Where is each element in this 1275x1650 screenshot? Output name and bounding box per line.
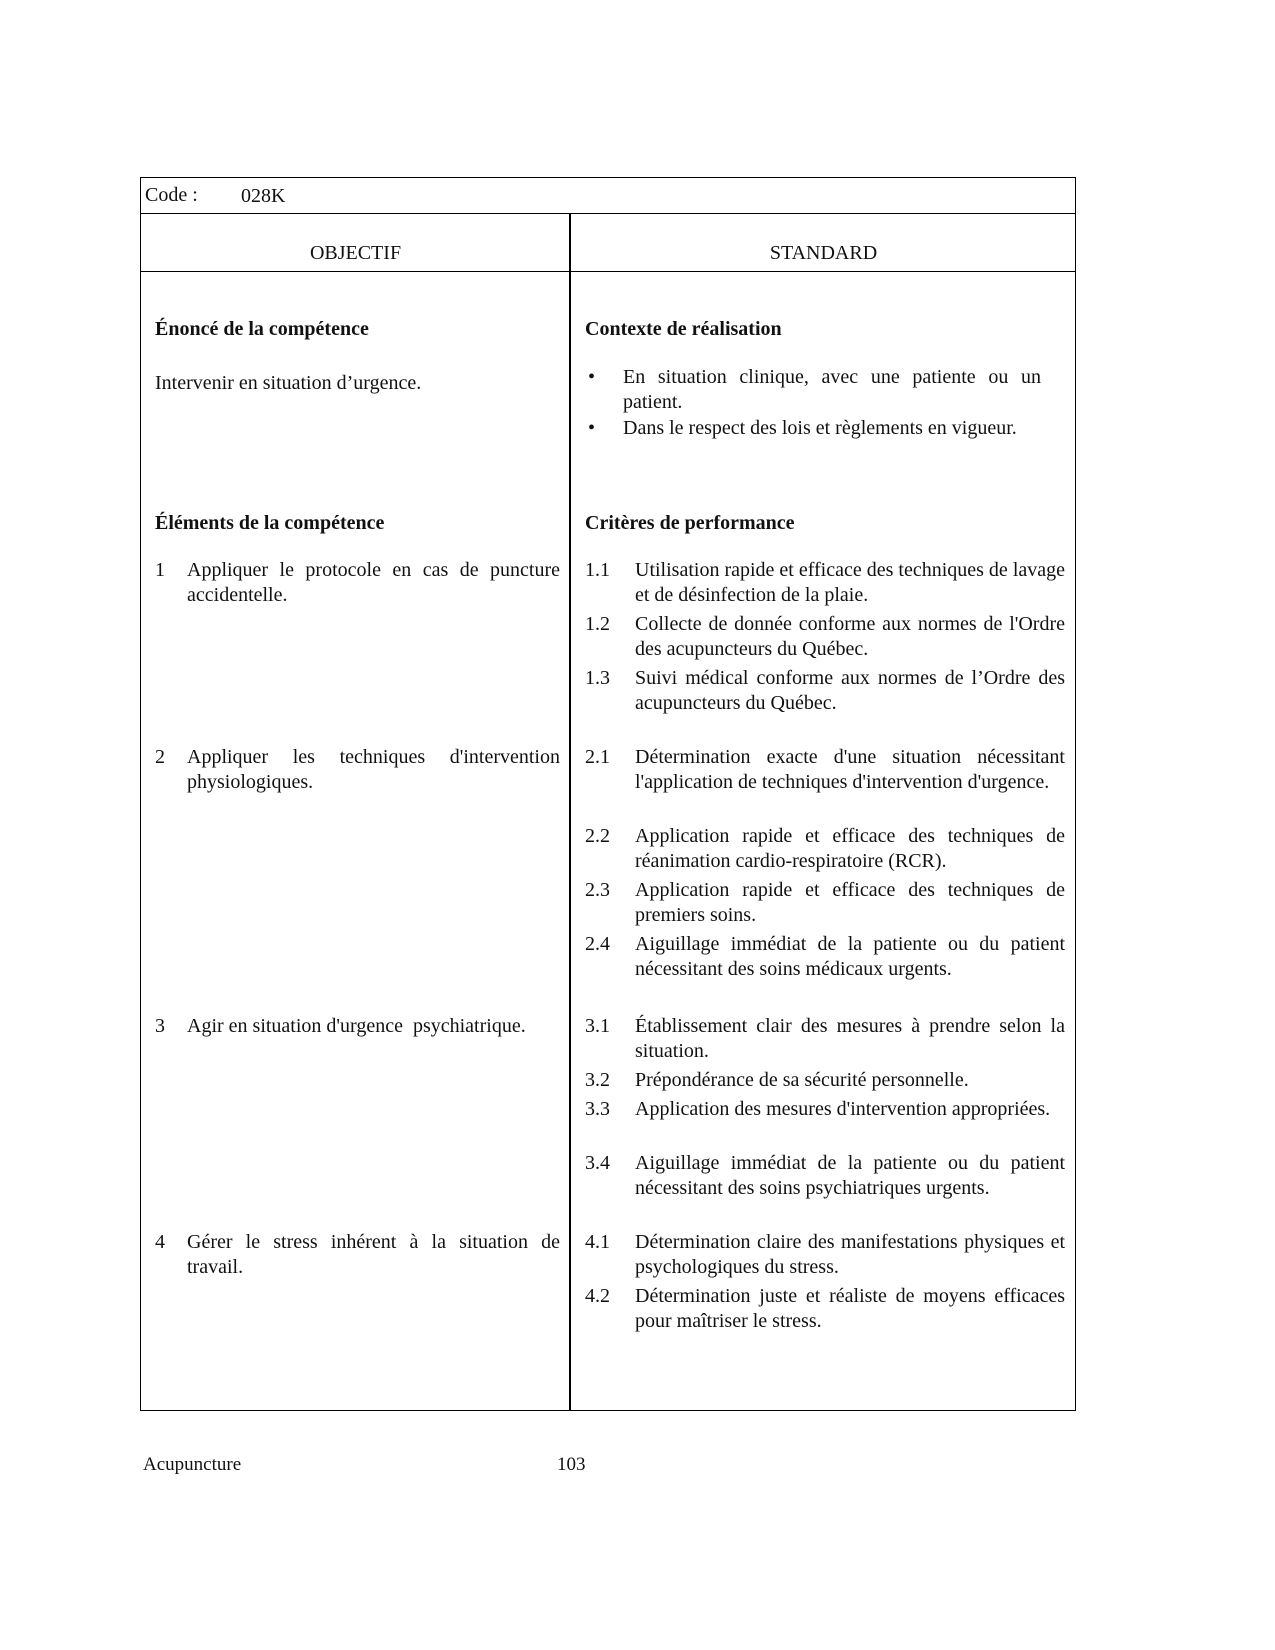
code-label: Code :: [145, 184, 198, 206]
critere-item: 4.1 Détermination claire des manifestations physiques et psychologiques du stress.: [585, 1231, 1065, 1278]
table-border-right: [1075, 177, 1076, 1411]
critere-item: 1.3 Suivi médical conforme aux normes de l’Ordre des acupuncteurs du Québec.: [585, 667, 1065, 714]
critere-item: 2.4 Aiguillage immédiat de la patiente ou du patient nécessitant des soins médicaux urgents.: [585, 933, 1065, 980]
list-item: • Dans le respect des lois et règlements en vigueur.: [585, 416, 1041, 441]
critere-item: 1.1 Utilisation rapide et efficace des techniques de lavage et de désinfection de la plaie.: [585, 559, 1065, 606]
bullet: •: [588, 366, 596, 388]
critere-item: 2.3 Application rapide et efficace des techniques de premiers soins.: [585, 879, 1065, 926]
table-border-bottom: [140, 1410, 1076, 1411]
element-item: 1 Appliquer le protocole en cas de puncture accidentelle.: [155, 559, 560, 606]
enonce-text: Intervenir en situation d’urgence.: [155, 372, 422, 394]
page-number: 103: [557, 1454, 586, 1475]
criteres-heading: Critères de performance: [585, 512, 795, 534]
critere-item: 3.1 Établissement clair des mesures à prendre selon la situation.: [585, 1015, 1065, 1062]
table-divider: [140, 213, 1076, 214]
critere-item: 2.2 Application rapide et efficace des techniques de réanimation cardio-respiratoire (RCR).: [585, 825, 1065, 872]
critere-item: 3.4 Aiguillage immédiat de la patiente ou du patient nécessitant des soins psychiatriques urgents.: [585, 1152, 1065, 1199]
list-item: • En situation clinique, avec une patiente ou un patient.: [585, 365, 1041, 415]
elements-heading: Éléments de la compétence: [155, 512, 385, 534]
column-divider: [569, 213, 571, 1411]
column-header-objectif: OBJECTIF: [309, 242, 402, 264]
enonce-heading: Énoncé de la compétence: [155, 318, 369, 340]
table-border-left: [140, 177, 141, 1411]
critere-item: 1.2 Collecte de donnée conforme aux normes de l'Ordre des acupuncteurs du Québec.: [585, 613, 1065, 660]
footer-title: Acupuncture: [143, 1454, 242, 1475]
column-header-standard: STANDARD: [769, 242, 878, 264]
table-divider: [140, 271, 1076, 272]
critere-item: 2.1 Détermination exacte d'une situation nécessitant l'application de techniques d'intervention d'urgence.: [585, 746, 1065, 793]
code-value: 028K: [241, 185, 286, 207]
bullet: •: [588, 417, 596, 439]
element-item: 2 Appliquer les techniques d'intervention physiologiques.: [155, 746, 560, 793]
table-border-top: [140, 177, 1076, 178]
contexte-heading: Contexte de réalisation: [585, 318, 782, 340]
element-item: 3 Agir en situation d'urgence psychiatrique.: [155, 1015, 526, 1037]
critere-item: 3.3 Application des mesures d'intervention appropriées.: [585, 1098, 1051, 1120]
element-item: 4 Gérer le stress inhérent à la situation de travail.: [155, 1231, 560, 1278]
critere-item: 3.2 Prépondérance de sa sécurité personnelle.: [585, 1069, 969, 1091]
critere-item: 4.2 Détermination juste et réaliste de moyens efficaces pour maîtriser le stress.: [585, 1285, 1065, 1332]
